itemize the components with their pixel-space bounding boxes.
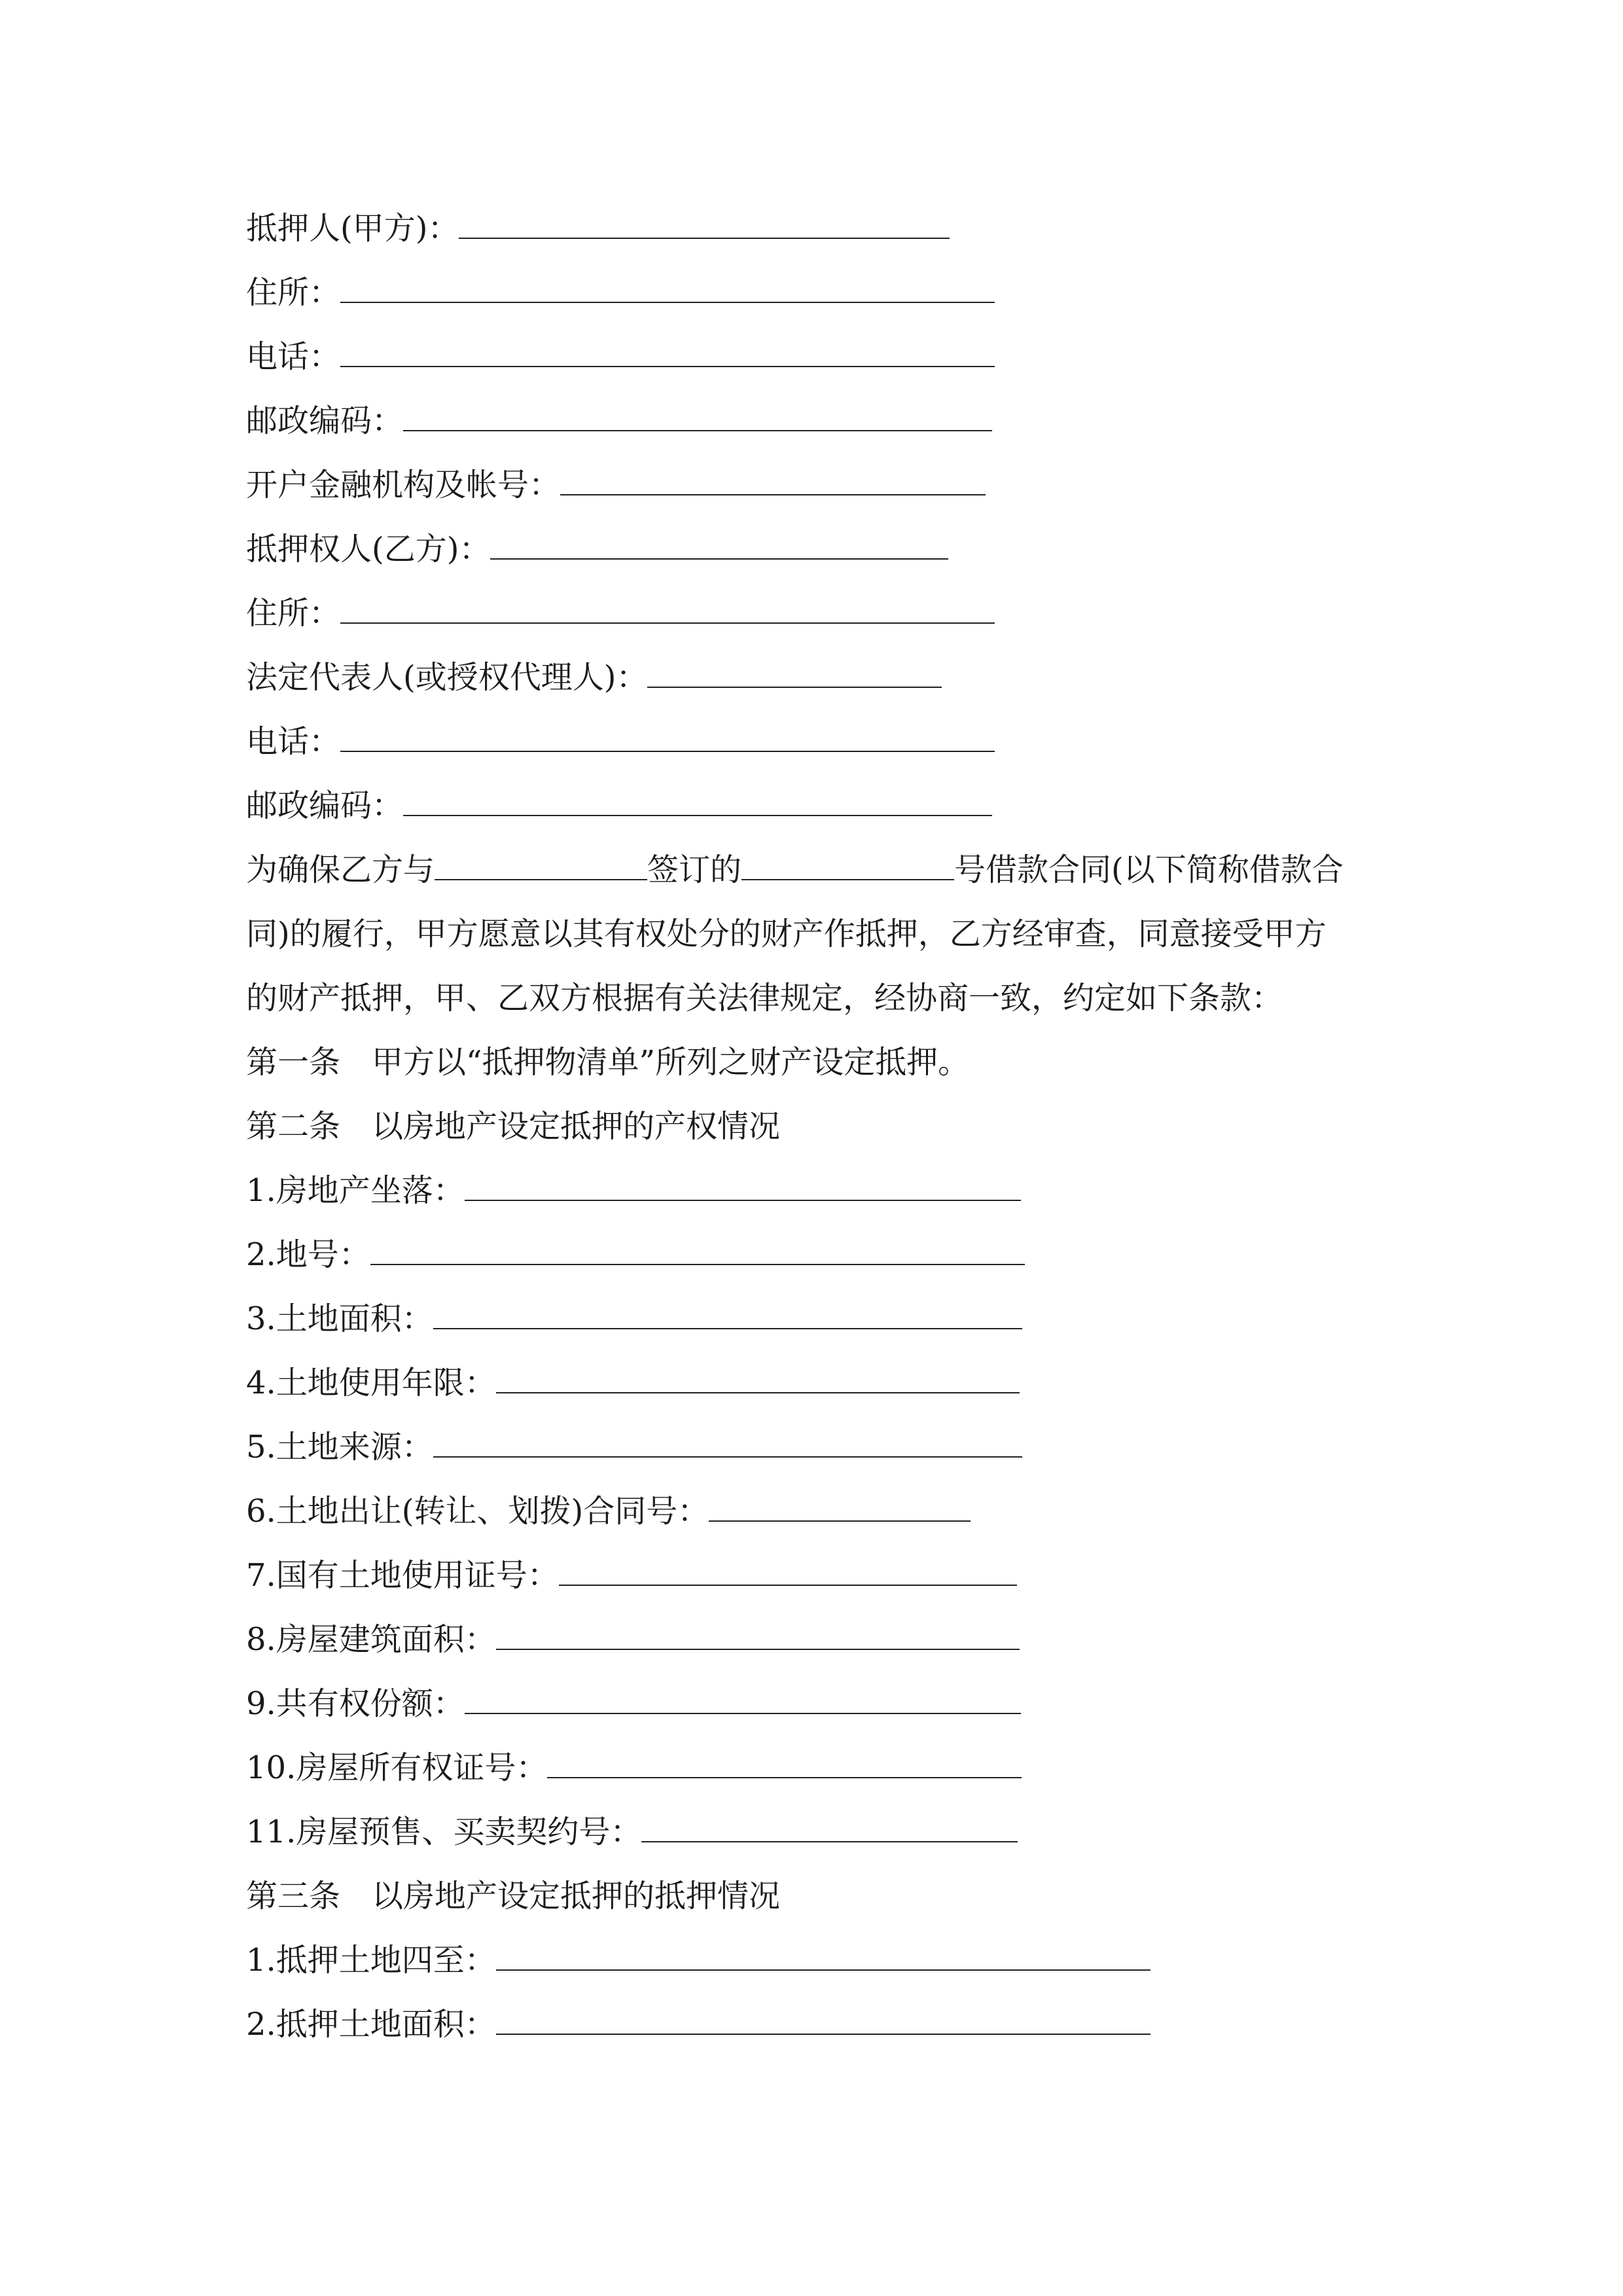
property-item xyxy=(246,1287,1022,1351)
mortgagee-rep-field[interactable] xyxy=(647,647,942,688)
property-item-label: 11.房屋预售、买卖契约号： xyxy=(246,1814,642,1850)
property-item-field[interactable] xyxy=(496,1609,1020,1650)
mortgagor-bank-label: 开户金融机构及帐号： xyxy=(246,467,561,503)
mortgagee-phone-field[interactable] xyxy=(340,711,995,752)
mortgagee-address-line xyxy=(246,581,995,645)
mortgage-item-label: 1.抵押土地四至： xyxy=(246,1942,496,1979)
mortgagor-bank-field[interactable] xyxy=(560,455,986,495)
preamble-part2: 签订的 xyxy=(647,852,742,888)
mortgage-item xyxy=(246,1928,1150,1992)
preamble-line-3: 的财产抵押，甲、乙双方根据有关法律规定，经协商一致，约定如下条款： xyxy=(246,980,1283,1016)
mortgagee-title-line xyxy=(246,517,948,581)
property-item xyxy=(246,1158,1021,1223)
preamble-line-1 xyxy=(246,838,1378,902)
mortgagor-title-line xyxy=(246,196,950,260)
property-item-field[interactable] xyxy=(709,1481,971,1522)
mortgage-item xyxy=(246,1992,1150,2056)
property-item-label: 1.房地产坐落： xyxy=(246,1172,465,1209)
property-item xyxy=(246,1415,1022,1479)
property-item-label: 5.土地来源： xyxy=(246,1429,433,1465)
mortgagor-postcode-line xyxy=(246,389,992,453)
mortgagee-rep-label: 法定代表人(或授权代理人)： xyxy=(246,659,648,696)
property-item-field[interactable] xyxy=(559,1545,1017,1586)
property-item-label: 7.国有土地使用证号： xyxy=(246,1557,559,1594)
preamble-part3: 号借款合同(以下简称借款合 xyxy=(954,852,1344,888)
mortgagor-phone-label: 电话： xyxy=(246,338,341,375)
mortgagor-address-line xyxy=(246,260,995,325)
mortgagor-address-field[interactable] xyxy=(340,262,995,303)
mortgagor-bank-line xyxy=(246,453,986,517)
property-item-field[interactable] xyxy=(433,1417,1022,1458)
property-item-label: 9.共有权份额： xyxy=(246,1685,465,1722)
property-item-field[interactable] xyxy=(433,1289,1022,1329)
mortgagee-title: 抵押权人(乙方)： xyxy=(246,531,491,567)
mortgage-item-label: 2.抵押土地面积： xyxy=(246,2006,496,2043)
property-item-label: 2.地号： xyxy=(246,1236,370,1273)
mortgagor-phone-line xyxy=(246,325,995,389)
mortgagor-phone-field[interactable] xyxy=(340,327,995,367)
mortgagor-name-field[interactable] xyxy=(459,198,950,239)
property-item xyxy=(246,1607,1020,1672)
property-item-field[interactable] xyxy=(465,1674,1021,1714)
mortgagee-postcode-line xyxy=(246,774,992,838)
mortgagee-phone-line xyxy=(246,709,995,774)
mortgagor-address-label: 住所： xyxy=(246,274,341,311)
property-item-label: 3.土地面积： xyxy=(246,1300,433,1337)
property-item-label: 10.房屋所有权证号： xyxy=(246,1749,548,1786)
mortgagor-title: 抵押人(甲方)： xyxy=(246,210,459,247)
mortgagee-phone-label: 电话： xyxy=(246,723,341,760)
mortgagor-postcode-label: 邮政编码： xyxy=(246,403,404,439)
mortgagee-postcode-label: 邮政编码： xyxy=(246,787,404,824)
mortgage-item-field[interactable] xyxy=(496,1930,1150,1971)
property-item-field[interactable] xyxy=(547,1738,1022,1778)
mortgagee-address-label: 住所： xyxy=(246,595,341,632)
property-item xyxy=(246,1736,1022,1800)
property-item-label: 6.土地出让(转让、划拨)合同号： xyxy=(246,1493,709,1530)
article-1: 第一条 甲方以“抵押物清单”所列之财产设定抵押。 xyxy=(246,1044,970,1081)
property-item-field[interactable] xyxy=(465,1160,1021,1201)
property-item xyxy=(246,1543,1017,1607)
article-2: 第二条 以房地产设定抵押的产权情况 xyxy=(246,1108,781,1145)
preamble-part1: 为确保乙方与 xyxy=(246,852,435,888)
mortgagee-postcode-field[interactable] xyxy=(403,776,992,816)
preamble-line-2: 同)的履行，甲方愿意以其有权处分的财产作抵押，乙方经审查，同意接受甲方 xyxy=(246,916,1327,952)
mortgagee-rep-line xyxy=(246,645,942,709)
mortgagee-name-field[interactable] xyxy=(490,519,948,560)
mortgagee-address-field[interactable] xyxy=(340,583,995,624)
preamble-party-field[interactable] xyxy=(435,840,647,880)
mortgage-item-field[interactable] xyxy=(496,1994,1150,2035)
property-item-field[interactable] xyxy=(496,1353,1020,1393)
property-item xyxy=(246,1223,1025,1287)
property-item xyxy=(246,1479,971,1543)
property-item xyxy=(246,1800,1018,1864)
property-item xyxy=(246,1672,1021,1736)
property-item-label: 8.房屋建筑面积： xyxy=(246,1621,496,1658)
article-3: 第三条 以房地产设定抵押的抵押情况 xyxy=(246,1878,781,1914)
property-item-label: 4.土地使用年限： xyxy=(246,1365,496,1401)
property-item xyxy=(246,1351,1020,1415)
mortgagor-postcode-field[interactable] xyxy=(403,391,992,431)
preamble-contract-no-field[interactable] xyxy=(741,840,954,880)
property-item-field[interactable] xyxy=(641,1802,1018,1842)
property-item-field[interactable] xyxy=(370,1225,1025,1265)
